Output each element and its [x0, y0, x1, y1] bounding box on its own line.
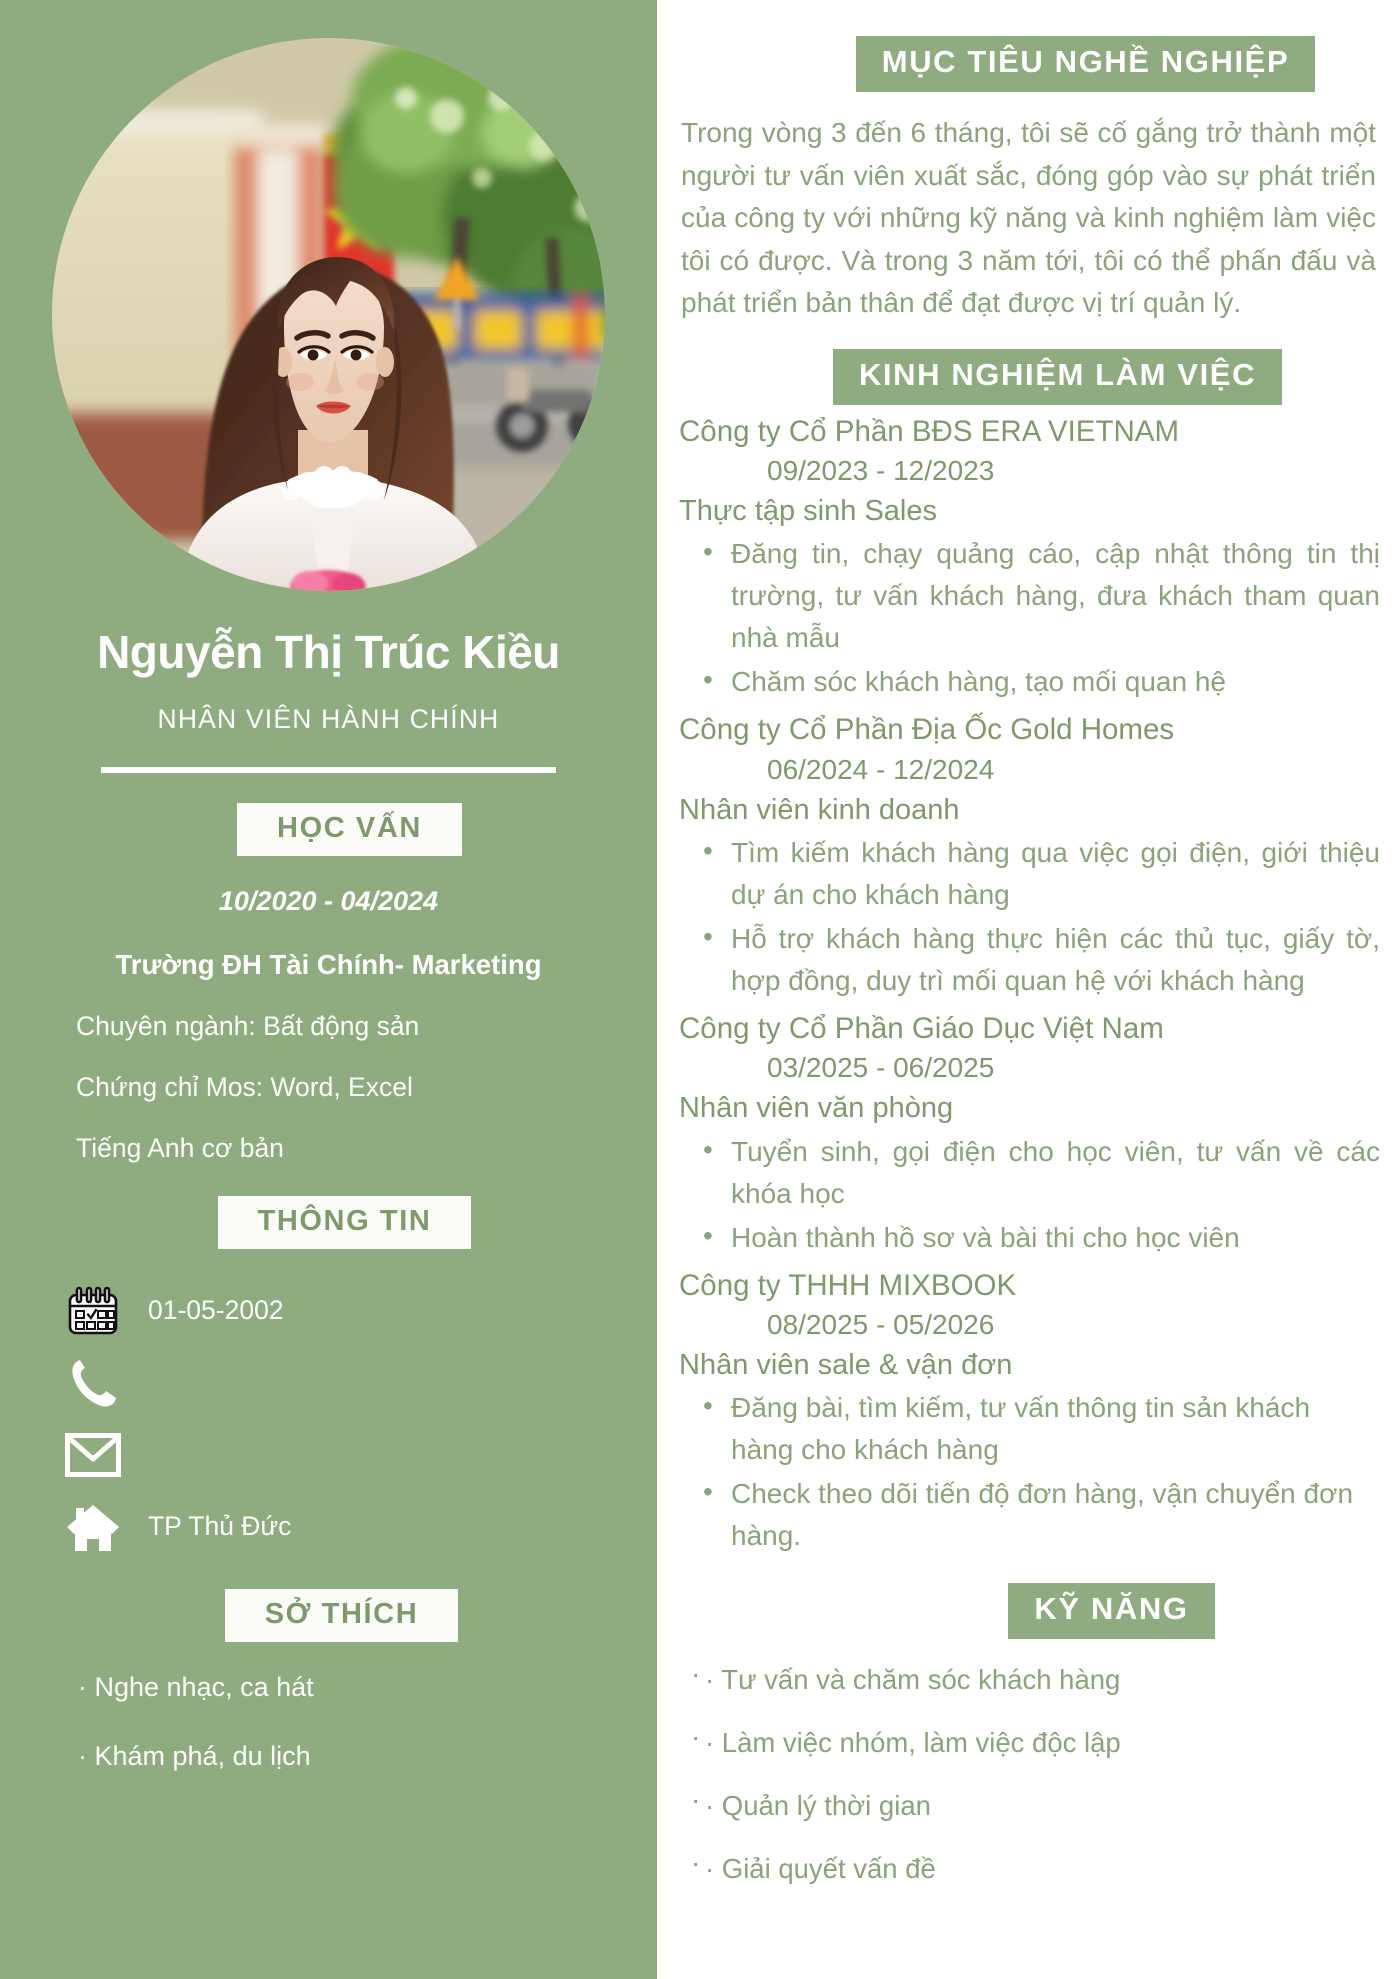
job-company: Công ty Cổ Phần Giáo Dục Việt Nam — [679, 1012, 1164, 1046]
info-value-address: TP Thủ Đức — [148, 1511, 292, 1542]
job-role: Nhân viên sale & vận đơn — [679, 1348, 1013, 1381]
hobbies-heading: SỞ THÍCH — [225, 1589, 459, 1642]
list-item: • Chăm sóc khách hàng, tạo mối quan hệ — [679, 661, 1380, 703]
experience-heading: KINH NGHIỆM LÀM VIỆC — [833, 349, 1282, 405]
list-item: • Check theo dõi tiến độ đơn hàng, vận chuyển đơn hàng. — [679, 1473, 1380, 1557]
info-row-email — [0, 1419, 657, 1491]
info-row-address — [0, 1491, 657, 1563]
list-item: • Tìm kiếm khách hàng qua việc gọi điện, giới thiệu dự án cho khách hàng — [679, 832, 1380, 916]
job-bullet-list — [679, 533, 1380, 703]
info-row-phone — [0, 1347, 657, 1419]
calendar-icon — [62, 1282, 124, 1340]
list-item: · Khám phá, du lịch — [78, 1740, 311, 1771]
experience-entry — [679, 705, 1380, 1002]
objective-heading-row — [679, 36, 1380, 92]
info-value-birthdate: 01-05-2002 — [148, 1295, 284, 1326]
portrait-photo-svg — [52, 38, 605, 591]
job-dates: 03/2025 - 06/2025 — [767, 1052, 995, 1084]
list-item: · · Quản lý thời gian — [679, 1789, 1380, 1822]
job-title: NHÂN VIÊN HÀNH CHÍNH — [157, 703, 500, 734]
job-company: Công ty Cổ Phần BĐS ERA VIETNAM — [679, 414, 1180, 448]
skills-list — [679, 1663, 1380, 1885]
job-company: Công ty Cổ Phần Địa Ốc Gold Homes — [679, 713, 1175, 747]
education-detail-line: Chuyên ngành: Bất động sản — [76, 1010, 420, 1041]
envelope-icon — [62, 1426, 124, 1484]
education-dates: 10/2020 - 04/2024 — [218, 885, 439, 916]
job-dates: 09/2023 - 12/2023 — [767, 455, 995, 487]
experience-heading-row — [679, 349, 1380, 405]
phone-icon — [62, 1354, 124, 1412]
sidebar-panel — [0, 0, 657, 1979]
avatar — [52, 38, 605, 591]
info-heading-row — [16, 1196, 673, 1249]
experience-entry — [679, 407, 1380, 704]
info-row-birthdate — [0, 1275, 657, 1347]
job-role: Nhân viên văn phòng — [679, 1092, 954, 1125]
info-heading: THÔNG TIN — [218, 1196, 472, 1249]
education-detail-line: Tiếng Anh cơ bản — [76, 1132, 284, 1163]
education-detail-line: Chứng chỉ Mos: Word, Excel — [76, 1071, 413, 1102]
education-school: Trường ĐH Tài Chính- Marketing — [115, 948, 542, 980]
list-item: • Tuyển sinh, gọi điện cho học viên, tư vấn về các khóa học — [679, 1131, 1380, 1215]
experience-entry — [679, 1261, 1380, 1558]
list-item: • Đăng bài, tìm kiếm, tư vấn thông tin sản khách hàng cho khách hàng — [679, 1387, 1380, 1471]
list-item: • Hỗ trợ khách hàng thực hiện các thủ tục, giấy tờ, hợp đồng, duy trì mối quan hệ với khách hàng — [679, 918, 1380, 1002]
list-item: · · Tư vấn và chăm sóc khách hàng — [679, 1663, 1380, 1696]
experience-entry — [679, 1004, 1380, 1259]
education-heading-row — [21, 803, 678, 856]
job-bullet-list — [679, 1131, 1380, 1259]
skills-heading: KỸ NĂNG — [1008, 1583, 1214, 1639]
job-dates: 06/2024 - 12/2024 — [767, 753, 995, 785]
job-dates: 08/2025 - 05/2026 — [767, 1309, 995, 1341]
list-item: • Hoàn thành hồ sơ và bài thi cho học viên — [679, 1217, 1380, 1259]
main-panel — [657, 0, 1400, 1979]
education-heading: HỌC VẤN — [237, 803, 462, 856]
job-role: Nhân viên kinh doanh — [679, 793, 960, 826]
skills-heading-row — [679, 1583, 1380, 1639]
job-bullet-list — [679, 1387, 1380, 1557]
job-company: Công ty THHH MIXBOOK — [679, 1268, 1017, 1302]
hobbies-list — [0, 1672, 657, 1810]
list-item: • Đăng tin, chạy quảng cáo, cập nhật thông tin thị trường, tư vấn khách hàng, đưa khách tham quan nhà mẫu — [679, 533, 1380, 659]
objective-text: Trong vòng 3 đến 6 tháng, tôi sẽ cố gắng trở thành một người tư vấn viên xuất sắc, đóng góp vào sự phát triển của công ty với những kỹ năng và kinh nghiệm làm việc tôi có được. Và trong 3 năm tới, tôi có thể phấn đấu và phát triển bản thân để đạt được vị trí quản lý. — [681, 117, 1376, 319]
hobbies-heading-row — [13, 1589, 670, 1642]
job-bullet-list — [679, 832, 1380, 1002]
contact-info-list — [0, 1275, 657, 1563]
objective-heading: MỤC TIÊU NGHỀ NGHIỆP — [856, 36, 1315, 92]
education-details — [0, 981, 657, 1164]
page-title: Nguyễn Thị Trúc Kiều — [97, 626, 560, 678]
list-item: · · Giải quyết vấn đề — [679, 1852, 1380, 1885]
divider — [101, 767, 556, 773]
list-item: · Nghe nhạc, ca hát — [78, 1671, 314, 1702]
job-role: Thực tập sinh Sales — [679, 494, 937, 527]
home-icon — [62, 1498, 124, 1556]
list-item: · · Làm việc nhóm, làm việc độc lập — [679, 1726, 1380, 1759]
